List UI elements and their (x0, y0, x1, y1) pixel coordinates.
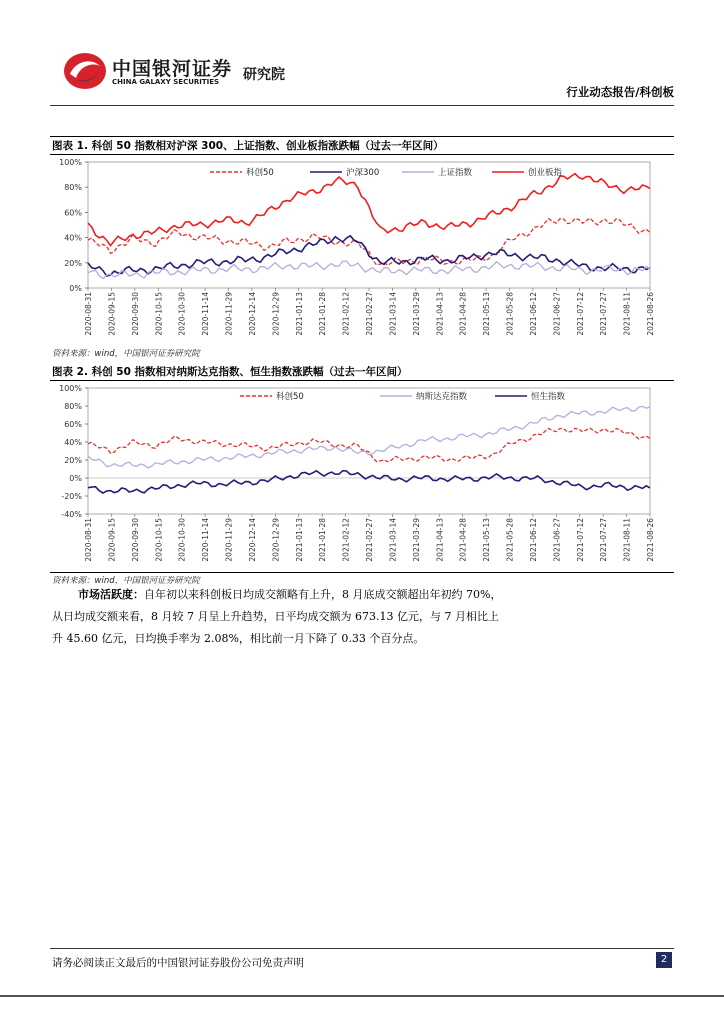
x-tick-label: 2021-05-13 (482, 292, 492, 336)
galaxy-logo-icon (62, 50, 108, 92)
x-tick-label: 2021-01-28 (318, 518, 328, 562)
page-number: 2 (656, 952, 672, 968)
y-tick-label: 60% (64, 208, 82, 218)
footer-disclaimer: 请务必阅读正文最后的中国银河证券股份公司免责声明 (52, 957, 304, 969)
figure2-title-rule (50, 380, 674, 381)
x-tick-label: 2021-01-13 (294, 518, 304, 562)
logo-chinese-name: 中国银河证券 (112, 58, 233, 80)
x-tick-label: 2020-09-30 (130, 292, 140, 336)
report-type: 行业动态报告/科创板 (566, 85, 674, 99)
x-tick-label: 2021-06-12 (528, 291, 538, 336)
x-tick-label: 2021-01-28 (318, 292, 328, 336)
plot-area (88, 388, 650, 514)
figure2-chart (50, 382, 674, 572)
figure1-title: 图表 1. 科创 50 指数相对沪深 300、上证指数、创业板指涨跌幅（过去一年区间） (52, 140, 444, 152)
x-tick-label: 2020-11-29 (224, 518, 234, 562)
x-tick-label: 2021-02-12 (341, 292, 351, 336)
legend-label: 科创50 (276, 392, 304, 402)
x-tick-label: 2020-11-14 (201, 518, 211, 562)
series-line-2 (88, 471, 650, 493)
series-line-3 (88, 174, 650, 246)
x-tick-label: 2020-12-29 (271, 292, 281, 336)
x-tick-label: 2021-07-12 (575, 292, 585, 336)
x-tick-label: 2020-12-14 (247, 292, 257, 336)
y-tick-label: 80% (64, 402, 82, 411)
y-tick-label: 20% (64, 258, 82, 268)
series-line-0 (88, 218, 650, 265)
y-tick-label: 60% (64, 420, 82, 429)
paragraph-line-1: 自年初以来科创板日均成交额略有上升，8 月底成交额超出年初约 70%， (144, 588, 502, 601)
x-tick-label: 2020-10-15 (154, 518, 164, 562)
y-tick-label: 0% (69, 284, 82, 293)
figure2-source: 资料来源：wind，中国银河证券研究院 (52, 576, 200, 586)
x-tick-label: 2020-09-15 (107, 292, 117, 336)
x-tick-label: 2020-12-14 (247, 518, 257, 562)
y-tick-label: 40% (64, 233, 82, 243)
footer-divider (50, 948, 674, 949)
x-tick-label: 2021-07-12 (575, 518, 585, 562)
institute-label: 研究院 (243, 67, 285, 83)
x-tick-label: 2021-01-13 (294, 292, 304, 336)
legend-label: 上证指数 (438, 168, 473, 178)
header-divider (50, 105, 674, 106)
x-tick-label: 2021-08-11 (622, 518, 632, 562)
x-tick-label: 2021-02-27 (365, 518, 374, 562)
x-tick-label: 2021-04-13 (435, 292, 445, 336)
x-tick-label: 2020-08-31 (84, 518, 93, 562)
x-tick-label: 2021-04-28 (458, 292, 468, 336)
x-tick-label: 2021-07-27 (599, 518, 609, 562)
y-tick-label: 20% (64, 456, 82, 465)
x-tick-label: 2021-03-14 (388, 518, 398, 562)
x-tick-label: 2020-09-15 (107, 518, 117, 562)
x-tick-label: 2021-04-28 (458, 518, 468, 562)
legend-label: 科创50 (246, 168, 274, 178)
series-line-1 (88, 406, 650, 468)
company-logo (62, 50, 242, 92)
page-bottom-rule (0, 995, 724, 997)
y-tick-label: 100% (59, 384, 82, 393)
y-tick-label: 100% (59, 158, 82, 167)
x-tick-label: 2021-06-27 (552, 292, 562, 336)
x-tick-label: 2021-06-12 (528, 518, 538, 562)
figure2-title: 图表 2. 科创 50 指数相对纳斯达克指数、恒生指数涨跌幅（过去一年区间） (52, 366, 408, 378)
x-tick-label: 2021-03-29 (411, 518, 421, 562)
x-tick-label: 2021-08-26 (646, 292, 655, 336)
x-tick-label: 2021-02-27 (365, 292, 374, 336)
x-tick-label: 2021-03-14 (388, 292, 398, 336)
figure1-chart (50, 156, 674, 346)
paragraph-line-3: 升 45.60 亿元，日均换手率为 2.08%，相比前一月下降了 0.33 个百分点。 (52, 632, 425, 645)
x-tick-label: 2020-08-31 (84, 292, 93, 336)
figure1-title-rule (50, 154, 674, 155)
legend-label: 纳斯达克指数 (416, 392, 468, 402)
figure1-top-rule (50, 136, 674, 137)
y-tick-label: -40% (61, 510, 82, 519)
y-tick-label: 0% (69, 474, 82, 483)
x-tick-label: 2020-11-14 (201, 292, 211, 336)
series-line-0 (88, 428, 650, 462)
x-tick-label: 2021-02-12 (341, 518, 351, 562)
x-tick-label: 2021-08-11 (622, 292, 632, 336)
legend-label: 创业板指 (528, 168, 563, 178)
x-tick-label: 2021-05-13 (482, 518, 492, 562)
x-tick-label: 2021-03-29 (411, 292, 421, 336)
y-tick-label: -20% (61, 492, 82, 501)
market-activity-paragraph (52, 584, 672, 650)
y-tick-label: 40% (64, 438, 82, 447)
figure1-source: 资料来源：wind，中国银河证券研究院 (52, 349, 200, 359)
x-tick-label: 2021-05-28 (505, 518, 515, 562)
y-tick-label: 80% (64, 183, 82, 193)
x-tick-label: 2020-10-15 (154, 292, 164, 336)
x-tick-label: 2020-11-29 (224, 292, 234, 336)
x-tick-label: 2021-05-28 (505, 292, 515, 336)
x-tick-label: 2020-12-29 (271, 518, 281, 562)
legend-label: 恒生指数 (531, 392, 566, 402)
x-tick-label: 2021-04-13 (435, 518, 445, 562)
x-tick-label: 2020-10-30 (177, 292, 187, 336)
figure2-bottom-rule (50, 572, 674, 573)
legend-label: 沪深300 (346, 168, 380, 178)
x-tick-label: 2021-07-27 (599, 292, 609, 336)
paragraph-line-2: 从日均成交额来看，8 月较 7 月呈上升趋势，日平均成交额为 673.13 亿元，与 7 月相比上 (52, 610, 499, 623)
x-tick-label: 2020-09-30 (130, 518, 140, 562)
x-tick-label: 2020-10-30 (177, 518, 187, 562)
x-tick-label: 2021-08-26 (646, 518, 655, 562)
logo-english-name: CHINA GALAXY SECURITIES (112, 78, 220, 86)
x-tick-label: 2021-06-27 (552, 518, 562, 562)
paragraph-lead: 市场活跃度： (78, 588, 144, 601)
